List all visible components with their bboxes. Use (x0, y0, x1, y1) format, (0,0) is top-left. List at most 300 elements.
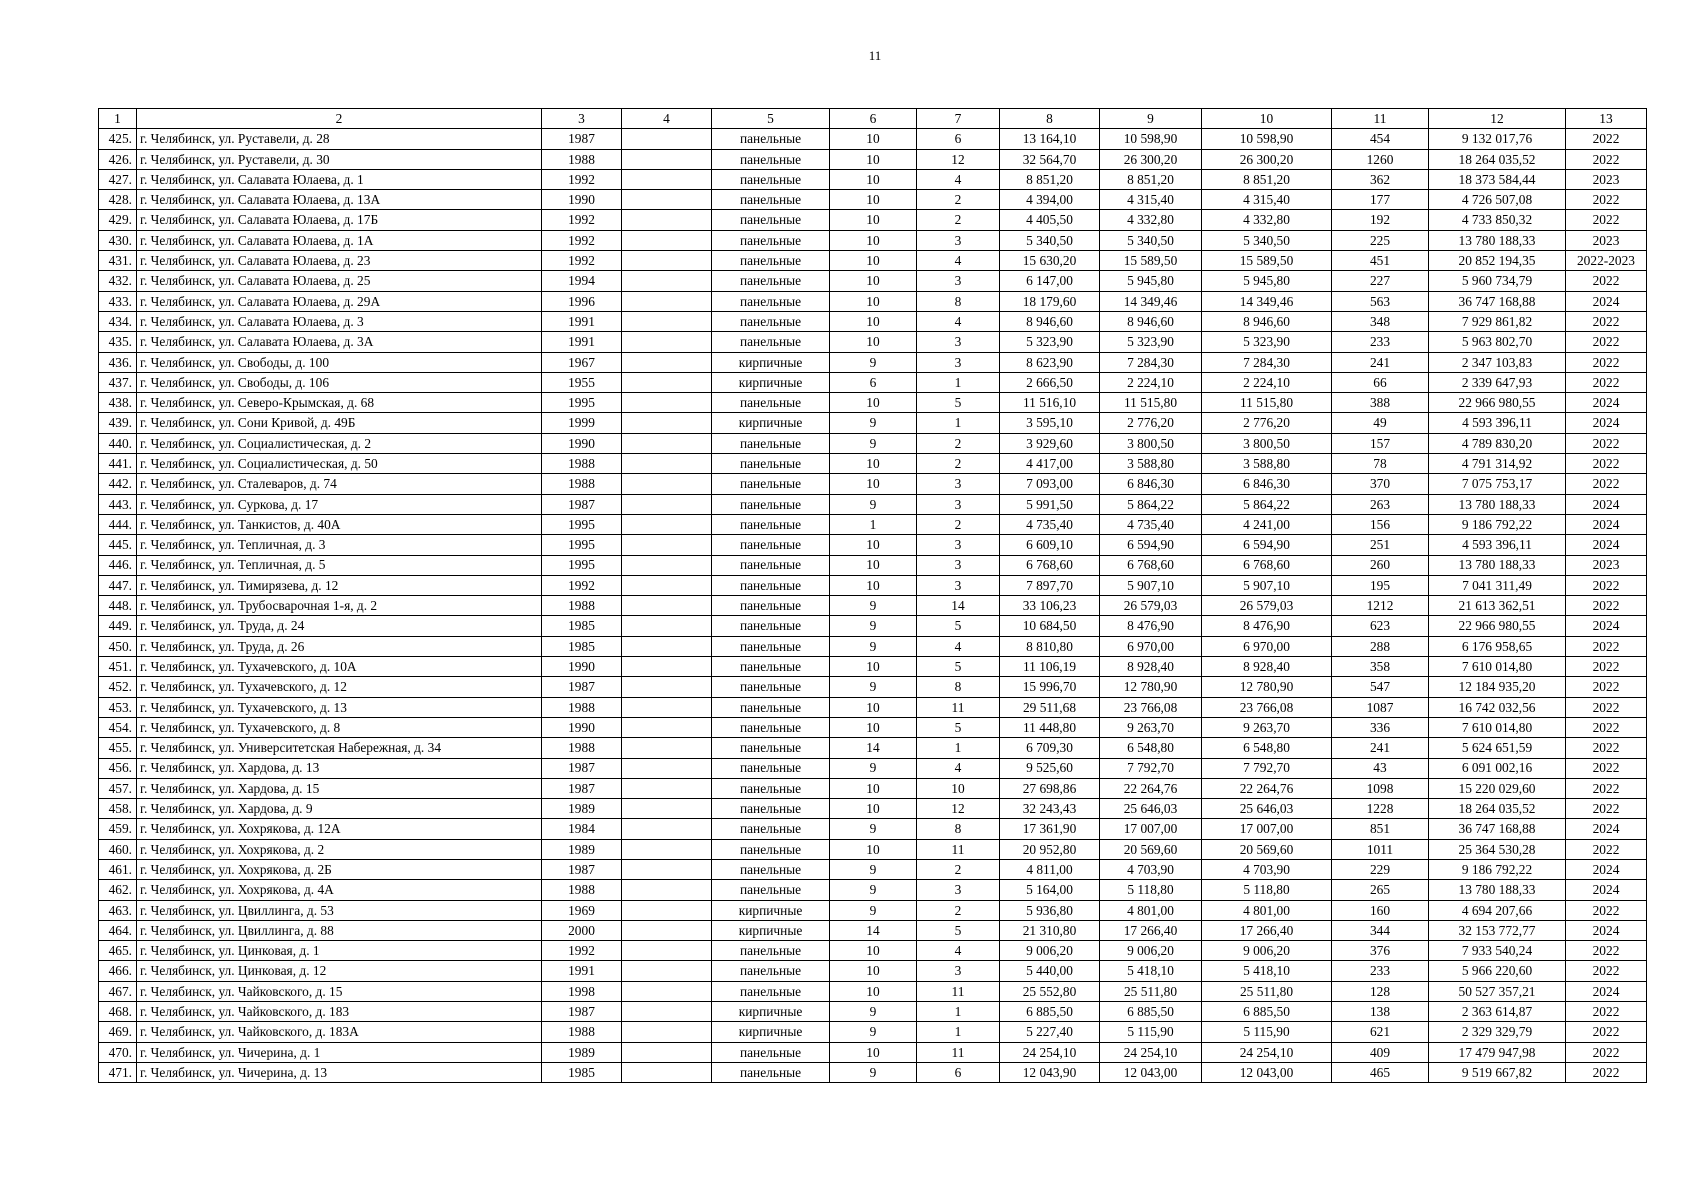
build-year-cell: 1987 (542, 778, 622, 798)
repair-period-cell: 2022 (1566, 372, 1647, 392)
wall-material-cell: панельные (712, 758, 830, 778)
living-area-cell: 12 043,00 (1100, 1062, 1202, 1082)
entrances-cell: 5 (917, 920, 1000, 940)
cost-cell: 16 742 032,56 (1429, 697, 1566, 717)
col-4-cell (622, 352, 712, 372)
total-area-cell: 2 666,50 (1000, 372, 1100, 392)
residents-count-cell: 465 (1332, 1062, 1429, 1082)
residents-count-cell: 563 (1332, 291, 1429, 311)
total-area-cell: 25 552,80 (1000, 981, 1100, 1001)
repair-period-cell: 2022 (1566, 839, 1647, 859)
living-area-cell: 5 418,10 (1100, 961, 1202, 981)
table-row (99, 555, 1647, 575)
repair-period-cell: 2022 (1566, 697, 1647, 717)
build-year-cell: 1992 (542, 941, 622, 961)
repair-period-cell: 2024 (1566, 291, 1647, 311)
table-row (99, 981, 1647, 1001)
cost-cell: 36 747 168,88 (1429, 291, 1566, 311)
build-year-cell: 1991 (542, 332, 622, 352)
residential-area-cell: 26 300,20 (1202, 149, 1332, 169)
col-4-cell (622, 291, 712, 311)
floors-cell: 10 (830, 717, 917, 737)
cost-cell: 5 966 220,60 (1429, 961, 1566, 981)
living-area-cell: 9 263,70 (1100, 717, 1202, 737)
table-row (99, 799, 1647, 819)
entrances-cell: 3 (917, 332, 1000, 352)
build-year-cell: 1955 (542, 372, 622, 392)
col-4-cell (622, 616, 712, 636)
wall-material-cell: панельные (712, 575, 830, 595)
repair-period-cell: 2022 (1566, 758, 1647, 778)
wall-material-cell: кирпичные (712, 920, 830, 940)
entrances-cell: 2 (917, 190, 1000, 210)
cost-cell: 6 091 002,16 (1429, 758, 1566, 778)
row-index-cell: 446. (99, 555, 137, 575)
row-index-cell: 447. (99, 575, 137, 595)
col-4-cell (622, 920, 712, 940)
cost-cell: 4 593 396,11 (1429, 535, 1566, 555)
total-area-cell: 24 254,10 (1000, 1042, 1100, 1062)
floors-cell: 10 (830, 149, 917, 169)
entrances-cell: 3 (917, 535, 1000, 555)
row-index-cell: 458. (99, 799, 137, 819)
cost-cell: 7 610 014,80 (1429, 657, 1566, 677)
residents-count-cell: 251 (1332, 535, 1429, 555)
table-row (99, 149, 1647, 169)
cost-cell: 2 347 103,83 (1429, 352, 1566, 372)
table-row (99, 1062, 1647, 1082)
wall-material-cell: панельные (712, 433, 830, 453)
repair-period-cell: 2022 (1566, 596, 1647, 616)
row-index-cell: 426. (99, 149, 137, 169)
total-area-cell: 11 448,80 (1000, 717, 1100, 737)
cost-cell: 7 929 861,82 (1429, 311, 1566, 331)
address-cell: г. Челябинск, ул. Труда, д. 24 (137, 616, 542, 636)
entrances-cell: 4 (917, 169, 1000, 189)
entrances-cell: 5 (917, 717, 1000, 737)
total-area-cell: 5 991,50 (1000, 494, 1100, 514)
row-index-cell: 450. (99, 636, 137, 656)
residential-area-cell: 5 418,10 (1202, 961, 1332, 981)
residential-area-cell: 6 846,30 (1202, 474, 1332, 494)
total-area-cell: 4 417,00 (1000, 454, 1100, 474)
residents-count-cell: 66 (1332, 372, 1429, 392)
col-4-cell (622, 717, 712, 737)
cost-cell: 32 153 772,77 (1429, 920, 1566, 940)
floors-cell: 10 (830, 311, 917, 331)
residents-count-cell: 851 (1332, 819, 1429, 839)
table-row (99, 372, 1647, 392)
floors-cell: 10 (830, 1042, 917, 1062)
col-4-cell (622, 880, 712, 900)
residential-area-cell: 4 703,90 (1202, 859, 1332, 879)
column-number-header: 11 (1332, 109, 1429, 129)
row-index-cell: 464. (99, 920, 137, 940)
residents-count-cell: 233 (1332, 961, 1429, 981)
build-year-cell: 1998 (542, 981, 622, 1001)
repair-period-cell: 2022 (1566, 1022, 1647, 1042)
residential-area-cell: 2 224,10 (1202, 372, 1332, 392)
cost-cell: 4 789 830,20 (1429, 433, 1566, 453)
repair-period-cell: 2022 (1566, 311, 1647, 331)
table-row (99, 636, 1647, 656)
cost-cell: 9 186 792,22 (1429, 859, 1566, 879)
wall-material-cell: панельные (712, 859, 830, 879)
repair-period-cell: 2022 (1566, 454, 1647, 474)
living-area-cell: 6 846,30 (1100, 474, 1202, 494)
build-year-cell: 1992 (542, 575, 622, 595)
living-area-cell: 5 115,90 (1100, 1022, 1202, 1042)
residents-count-cell: 388 (1332, 393, 1429, 413)
total-area-cell: 15 996,70 (1000, 677, 1100, 697)
col-4-cell (622, 433, 712, 453)
address-cell: г. Челябинск, ул. Тухачевского, д. 10А (137, 657, 542, 677)
residential-area-cell: 15 589,50 (1202, 251, 1332, 271)
col-4-cell (622, 1002, 712, 1022)
total-area-cell: 21 310,80 (1000, 920, 1100, 940)
wall-material-cell: панельные (712, 799, 830, 819)
living-area-cell: 14 349,46 (1100, 291, 1202, 311)
total-area-cell: 5 340,50 (1000, 230, 1100, 250)
wall-material-cell: панельные (712, 1062, 830, 1082)
row-index-cell: 430. (99, 230, 137, 250)
build-year-cell: 1990 (542, 717, 622, 737)
residents-count-cell: 358 (1332, 657, 1429, 677)
residents-count-cell: 265 (1332, 880, 1429, 900)
col-4-cell (622, 210, 712, 230)
entrances-cell: 3 (917, 961, 1000, 981)
total-area-cell: 7 897,70 (1000, 575, 1100, 595)
residents-count-cell: 1011 (1332, 839, 1429, 859)
col-4-cell (622, 535, 712, 555)
living-area-cell: 22 264,76 (1100, 778, 1202, 798)
table-row (99, 413, 1647, 433)
build-year-cell: 1995 (542, 393, 622, 413)
address-cell: г. Челябинск, ул. Труда, д. 26 (137, 636, 542, 656)
build-year-cell: 1992 (542, 230, 622, 250)
col-4-cell (622, 271, 712, 291)
wall-material-cell: кирпичные (712, 900, 830, 920)
repair-period-cell: 2023 (1566, 555, 1647, 575)
row-index-cell: 468. (99, 1002, 137, 1022)
living-area-cell: 6 970,00 (1100, 636, 1202, 656)
entrances-cell: 2 (917, 210, 1000, 230)
table-row (99, 332, 1647, 352)
entrances-cell: 4 (917, 311, 1000, 331)
address-cell: г. Челябинск, ул. Салавата Юлаева, д. 3 (137, 311, 542, 331)
table-row (99, 961, 1647, 981)
table-row (99, 1002, 1647, 1022)
wall-material-cell: панельные (712, 454, 830, 474)
cost-cell: 2 329 329,79 (1429, 1022, 1566, 1042)
residents-count-cell: 156 (1332, 514, 1429, 534)
entrances-cell: 3 (917, 575, 1000, 595)
living-area-cell: 4 315,40 (1100, 190, 1202, 210)
wall-material-cell: панельные (712, 677, 830, 697)
build-year-cell: 1987 (542, 677, 622, 697)
table-row (99, 271, 1647, 291)
total-area-cell: 8 946,60 (1000, 311, 1100, 331)
build-year-cell: 1995 (542, 514, 622, 534)
residents-count-cell: 336 (1332, 717, 1429, 737)
repair-period-cell: 2024 (1566, 880, 1647, 900)
entrances-cell: 1 (917, 1022, 1000, 1042)
address-cell: г. Челябинск, ул. Танкистов, д. 40А (137, 514, 542, 534)
table-row (99, 717, 1647, 737)
entrances-cell: 12 (917, 149, 1000, 169)
cost-cell: 7 933 540,24 (1429, 941, 1566, 961)
table-row (99, 575, 1647, 595)
row-index-cell: 439. (99, 413, 137, 433)
entrances-cell: 4 (917, 758, 1000, 778)
residential-area-cell: 8 476,90 (1202, 616, 1332, 636)
entrances-cell: 8 (917, 291, 1000, 311)
entrances-cell: 6 (917, 1062, 1000, 1082)
row-index-cell: 425. (99, 129, 137, 149)
address-cell: г. Челябинск, ул. Салавата Юлаева, д. 1А (137, 230, 542, 250)
row-index-cell: 469. (99, 1022, 137, 1042)
build-year-cell: 1999 (542, 413, 622, 433)
table-row (99, 677, 1647, 697)
living-area-cell: 26 300,20 (1100, 149, 1202, 169)
residents-count-cell: 362 (1332, 169, 1429, 189)
row-index-cell: 436. (99, 352, 137, 372)
row-index-cell: 431. (99, 251, 137, 271)
row-index-cell: 454. (99, 717, 137, 737)
cost-cell: 17 479 947,98 (1429, 1042, 1566, 1062)
entrances-cell: 3 (917, 880, 1000, 900)
table-row (99, 900, 1647, 920)
row-index-cell: 470. (99, 1042, 137, 1062)
total-area-cell: 8 623,90 (1000, 352, 1100, 372)
living-area-cell: 9 006,20 (1100, 941, 1202, 961)
address-cell: г. Челябинск, ул. Свободы, д. 100 (137, 352, 542, 372)
residential-area-cell: 12 043,00 (1202, 1062, 1332, 1082)
total-area-cell: 11 106,19 (1000, 657, 1100, 677)
col-4-cell (622, 981, 712, 1001)
repair-period-cell: 2024 (1566, 514, 1647, 534)
cost-cell: 13 780 188,33 (1429, 494, 1566, 514)
row-index-cell: 444. (99, 514, 137, 534)
column-number-header: 6 (830, 109, 917, 129)
table-row (99, 535, 1647, 555)
table-row (99, 920, 1647, 940)
build-year-cell: 1967 (542, 352, 622, 372)
entrances-cell: 10 (917, 778, 1000, 798)
residential-area-cell: 24 254,10 (1202, 1042, 1332, 1062)
col-4-cell (622, 413, 712, 433)
wall-material-cell: панельные (712, 961, 830, 981)
table-row (99, 1022, 1647, 1042)
address-cell: г. Челябинск, ул. Хохрякова, д. 2 (137, 839, 542, 859)
repair-period-cell: 2023 (1566, 169, 1647, 189)
total-area-cell: 20 952,80 (1000, 839, 1100, 859)
entrances-cell: 11 (917, 697, 1000, 717)
address-cell: г. Челябинск, ул. Чайковского, д. 183А (137, 1022, 542, 1042)
col-4-cell (622, 169, 712, 189)
col-4-cell (622, 799, 712, 819)
residential-area-cell: 25 646,03 (1202, 799, 1332, 819)
residential-area-cell: 7 284,30 (1202, 352, 1332, 372)
cost-cell: 13 780 188,33 (1429, 230, 1566, 250)
table-row (99, 393, 1647, 413)
repair-period-cell: 2022 (1566, 1002, 1647, 1022)
col-4-cell (622, 677, 712, 697)
address-cell: г. Челябинск, ул. Тепличная, д. 3 (137, 535, 542, 555)
floors-cell: 9 (830, 1062, 917, 1082)
repair-period-cell: 2024 (1566, 981, 1647, 1001)
address-cell: г. Челябинск, ул. Сталеваров, д. 74 (137, 474, 542, 494)
living-area-cell: 3 588,80 (1100, 454, 1202, 474)
cost-cell: 36 747 168,88 (1429, 819, 1566, 839)
floors-cell: 10 (830, 271, 917, 291)
address-cell: г. Челябинск, ул. Цвиллинга, д. 53 (137, 900, 542, 920)
floors-cell: 10 (830, 839, 917, 859)
residents-count-cell: 547 (1332, 677, 1429, 697)
cost-cell: 22 966 980,55 (1429, 393, 1566, 413)
wall-material-cell: панельные (712, 880, 830, 900)
col-4-cell (622, 819, 712, 839)
repair-period-cell: 2024 (1566, 535, 1647, 555)
cost-cell: 4 694 207,66 (1429, 900, 1566, 920)
col-4-cell (622, 636, 712, 656)
living-area-cell: 25 511,80 (1100, 981, 1202, 1001)
table-row (99, 474, 1647, 494)
living-area-cell: 6 548,80 (1100, 738, 1202, 758)
residential-area-cell: 8 928,40 (1202, 657, 1332, 677)
total-area-cell: 13 164,10 (1000, 129, 1100, 149)
repair-period-cell: 2022 (1566, 332, 1647, 352)
residential-area-cell: 17 007,00 (1202, 819, 1332, 839)
residents-count-cell: 160 (1332, 900, 1429, 920)
entrances-cell: 6 (917, 129, 1000, 149)
floors-cell: 9 (830, 352, 917, 372)
column-number-header: 7 (917, 109, 1000, 129)
repair-period-cell: 2024 (1566, 494, 1647, 514)
residents-count-cell: 241 (1332, 738, 1429, 758)
living-area-cell: 10 598,90 (1100, 129, 1202, 149)
residents-count-cell: 128 (1332, 981, 1429, 1001)
residential-area-cell: 5 864,22 (1202, 494, 1332, 514)
housing-registry-table (98, 108, 1647, 1083)
repair-period-cell: 2022 (1566, 636, 1647, 656)
floors-cell: 10 (830, 129, 917, 149)
cost-cell: 4 733 850,32 (1429, 210, 1566, 230)
residential-area-cell: 25 511,80 (1202, 981, 1332, 1001)
entrances-cell: 3 (917, 230, 1000, 250)
address-cell: г. Челябинск, ул. Чичерина, д. 13 (137, 1062, 542, 1082)
col-4-cell (622, 311, 712, 331)
residential-area-cell: 7 792,70 (1202, 758, 1332, 778)
residential-area-cell: 2 776,20 (1202, 413, 1332, 433)
wall-material-cell: панельные (712, 555, 830, 575)
table-row (99, 819, 1647, 839)
col-4-cell (622, 859, 712, 879)
floors-cell: 9 (830, 636, 917, 656)
living-area-cell: 8 476,90 (1100, 616, 1202, 636)
entrances-cell: 12 (917, 799, 1000, 819)
living-area-cell: 8 851,20 (1100, 169, 1202, 189)
residential-area-cell: 4 332,80 (1202, 210, 1332, 230)
living-area-cell: 20 569,60 (1100, 839, 1202, 859)
cost-cell: 20 852 194,35 (1429, 251, 1566, 271)
residents-count-cell: 451 (1332, 251, 1429, 271)
address-cell: г. Челябинск, ул. Тухачевского, д. 13 (137, 697, 542, 717)
floors-cell: 9 (830, 900, 917, 920)
floors-cell: 14 (830, 920, 917, 940)
build-year-cell: 1988 (542, 596, 622, 616)
residential-area-cell: 6 970,00 (1202, 636, 1332, 656)
column-number-header: 13 (1566, 109, 1647, 129)
col-4-cell (622, 494, 712, 514)
cost-cell: 9 186 792,22 (1429, 514, 1566, 534)
build-year-cell: 1985 (542, 616, 622, 636)
wall-material-cell: панельные (712, 839, 830, 859)
address-cell: г. Челябинск, ул. Чичерина, д. 1 (137, 1042, 542, 1062)
build-year-cell: 1995 (542, 555, 622, 575)
entrances-cell: 2 (917, 900, 1000, 920)
table-row (99, 433, 1647, 453)
residential-area-cell: 5 907,10 (1202, 575, 1332, 595)
floors-cell: 10 (830, 657, 917, 677)
residential-area-cell: 10 598,90 (1202, 129, 1332, 149)
entrances-cell: 3 (917, 494, 1000, 514)
entrances-cell: 3 (917, 352, 1000, 372)
entrances-cell: 5 (917, 657, 1000, 677)
col-4-cell (622, 961, 712, 981)
total-area-cell: 4 811,00 (1000, 859, 1100, 879)
entrances-cell: 11 (917, 839, 1000, 859)
build-year-cell: 1990 (542, 657, 622, 677)
residents-count-cell: 227 (1332, 271, 1429, 291)
wall-material-cell: панельные (712, 494, 830, 514)
wall-material-cell: кирпичные (712, 1002, 830, 1022)
address-cell: г. Челябинск, ул. Руставели, д. 28 (137, 129, 542, 149)
residents-count-cell: 138 (1332, 1002, 1429, 1022)
row-index-cell: 467. (99, 981, 137, 1001)
floors-cell: 1 (830, 514, 917, 534)
floors-cell: 9 (830, 859, 917, 879)
address-cell: г. Челябинск, ул. Свободы, д. 106 (137, 372, 542, 392)
build-year-cell: 1988 (542, 149, 622, 169)
address-cell: г. Челябинск, ул. Салавата Юлаева, д. 13А (137, 190, 542, 210)
total-area-cell: 17 361,90 (1000, 819, 1100, 839)
repair-period-cell: 2022 (1566, 677, 1647, 697)
table-row (99, 169, 1647, 189)
living-area-cell: 5 118,80 (1100, 880, 1202, 900)
wall-material-cell: панельные (712, 230, 830, 250)
residential-area-cell: 6 768,60 (1202, 555, 1332, 575)
build-year-cell: 1989 (542, 1042, 622, 1062)
entrances-cell: 2 (917, 859, 1000, 879)
residents-count-cell: 229 (1332, 859, 1429, 879)
col-4-cell (622, 474, 712, 494)
column-number-header: 9 (1100, 109, 1202, 129)
entrances-cell: 5 (917, 393, 1000, 413)
build-year-cell: 1992 (542, 210, 622, 230)
wall-material-cell: панельные (712, 291, 830, 311)
wall-material-cell: панельные (712, 596, 830, 616)
col-4-cell (622, 1042, 712, 1062)
build-year-cell: 1992 (542, 251, 622, 271)
total-area-cell: 3 929,60 (1000, 433, 1100, 453)
wall-material-cell: панельные (712, 332, 830, 352)
residents-count-cell: 1260 (1332, 149, 1429, 169)
residential-area-cell: 6 885,50 (1202, 1002, 1332, 1022)
residential-area-cell: 9 006,20 (1202, 941, 1332, 961)
entrances-cell: 14 (917, 596, 1000, 616)
residents-count-cell: 348 (1332, 311, 1429, 331)
